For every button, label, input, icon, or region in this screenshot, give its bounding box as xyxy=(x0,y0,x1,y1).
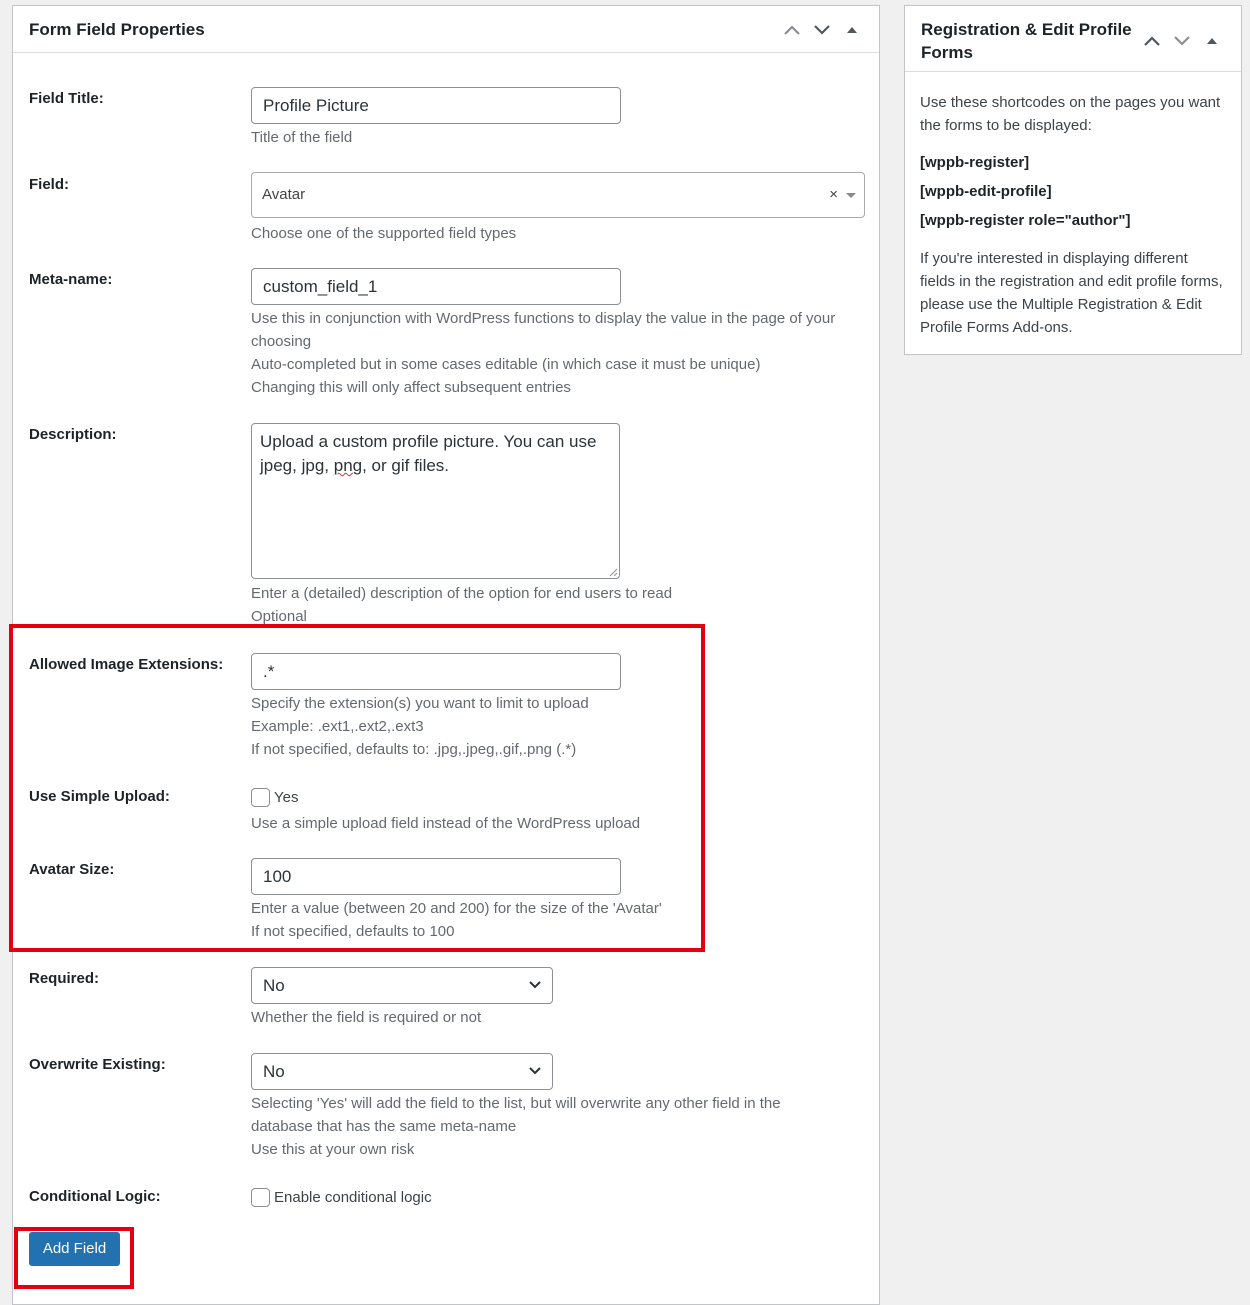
toggle-panel-button[interactable] xyxy=(837,18,867,42)
field-title-hint: Title of the field xyxy=(251,129,353,146)
shortcode-edit-profile: [wppb-edit-profile] xyxy=(920,183,1052,200)
chevron-down-icon xyxy=(528,980,542,990)
avatar-size-hint-1: Enter a value (between 20 and 200) for the size of the 'Avatar' xyxy=(251,900,662,917)
spellcheck-word: png xyxy=(333,456,363,475)
panel-title: Form Field Properties xyxy=(29,20,205,39)
field-type-select[interactable] xyxy=(251,172,865,218)
triangle-up-icon xyxy=(846,25,858,35)
side-panel-header-controls xyxy=(1137,29,1227,53)
triangle-up-icon xyxy=(1206,36,1218,46)
field-type-label: Field: xyxy=(29,176,69,193)
simple-upload-checkbox[interactable] xyxy=(251,788,270,807)
move-down-button[interactable] xyxy=(1167,29,1197,53)
resize-grip-icon[interactable] xyxy=(608,567,618,577)
field-type-hint: Choose one of the supported field types xyxy=(251,225,517,242)
chevron-down-icon xyxy=(1173,35,1191,47)
chevron-down-icon xyxy=(813,24,831,36)
avatar-size-label: Avatar Size: xyxy=(29,861,115,878)
overwrite-hint-2: database that has the same meta-name xyxy=(251,1118,517,1135)
panel-header xyxy=(13,6,879,53)
description-hint-1: Enter a (detailed) description of the option for end users to read xyxy=(251,585,673,602)
side-panel-header xyxy=(905,6,1241,72)
description-textarea[interactable] xyxy=(251,423,620,579)
chevron-up-icon xyxy=(783,24,801,36)
description-line-2: jpeg, jpg, png, or gif files. xyxy=(260,456,450,475)
conditional-logic-label: Conditional Logic: xyxy=(29,1188,161,1205)
meta-name-hint-3: Auto-completed but in some cases editable (in which case it must be unique) xyxy=(251,356,761,373)
conditional-logic-checkbox[interactable] xyxy=(251,1188,270,1207)
required-select[interactable] xyxy=(251,967,553,1004)
move-up-button[interactable] xyxy=(777,18,807,42)
registration-forms-panel xyxy=(904,5,1242,355)
move-up-button[interactable] xyxy=(1137,29,1167,53)
shortcode-register-author: [wppb-register role="author"] xyxy=(920,212,1131,229)
meta-name-input[interactable]: custom_field_1 xyxy=(251,268,621,305)
avatar-size-input[interactable]: 100 xyxy=(251,858,621,895)
overwrite-hint-3: Use this at your own risk xyxy=(251,1141,415,1158)
dropdown-arrow-icon xyxy=(846,193,856,198)
shortcodes-outro: If you're interested in displaying different fields in the registration and edit profile forms, please use the Multiple Registration & Edit Profile Forms Add-ons. xyxy=(920,250,1223,336)
allowed-extensions-hint-2: Example: .ext1,.ext2,.ext3 xyxy=(251,718,424,735)
description-line-1: Upload a custom profile picture. You can use xyxy=(260,432,597,451)
toggle-panel-button[interactable] xyxy=(1197,29,1227,53)
clear-selection-icon[interactable]: × xyxy=(829,186,838,203)
simple-upload-checkbox-label[interactable]: Yes xyxy=(274,789,299,806)
description-label: Description: xyxy=(29,426,117,443)
conditional-logic-option[interactable] xyxy=(251,1188,432,1207)
description-hint-2: Optional xyxy=(251,608,307,625)
required-label: Required: xyxy=(29,970,100,987)
form-field-properties-panel xyxy=(12,5,880,1305)
required-selected-value: No xyxy=(263,976,285,995)
add-field-button[interactable]: Add Field xyxy=(29,1232,120,1266)
overwrite-existing-label: Overwrite Existing: xyxy=(29,1056,166,1073)
allowed-extensions-input[interactable]: .* xyxy=(251,653,621,690)
chevron-up-icon xyxy=(1143,35,1161,47)
allowed-extensions-hint-3: If not specified, defaults to: .jpg,.jpeg,.gif,.png (.*) xyxy=(251,741,577,758)
meta-name-hint-1: Use this in conjunction with WordPress functions to display the value in the page of your xyxy=(251,310,836,327)
field-type-selected-value: Avatar xyxy=(262,186,306,203)
meta-name-label: Meta-name: xyxy=(29,271,113,288)
conditional-logic-checkbox-label[interactable]: Enable conditional logic xyxy=(274,1189,432,1206)
meta-name-hint-4: Changing this will only affect subsequent entries xyxy=(251,379,571,396)
field-title-input[interactable]: Profile Picture xyxy=(251,87,621,124)
chevron-down-icon xyxy=(528,1066,542,1076)
required-hint: Whether the field is required or not xyxy=(251,1009,482,1026)
shortcode-register: [wppb-register] xyxy=(920,154,1030,171)
overwrite-existing-select[interactable] xyxy=(251,1053,553,1090)
overwrite-hint-1: Selecting 'Yes' will add the field to the list, but will overwrite any other field in the xyxy=(251,1095,781,1112)
simple-upload-label: Use Simple Upload: xyxy=(29,788,170,805)
field-title-label: Field Title: xyxy=(29,90,104,107)
allowed-extensions-hint-1: Specify the extension(s) you want to limit to upload xyxy=(251,695,589,712)
avatar-size-hint-2: If not specified, defaults to 100 xyxy=(251,923,455,940)
side-panel-title: Registration & Edit Profile Forms xyxy=(921,20,1132,62)
meta-name-hint-2: choosing xyxy=(251,333,312,350)
panel-header-controls xyxy=(777,18,867,42)
move-down-button[interactable] xyxy=(807,18,837,42)
overwrite-selected-value: No xyxy=(263,1062,285,1081)
shortcodes-intro: Use these shortcodes on the pages you want the forms to be displayed: xyxy=(920,94,1221,134)
simple-upload-option[interactable] xyxy=(251,788,298,807)
allowed-extensions-label: Allowed Image Extensions: xyxy=(29,656,224,673)
simple-upload-hint: Use a simple upload field instead of the WordPress upload xyxy=(251,815,641,832)
